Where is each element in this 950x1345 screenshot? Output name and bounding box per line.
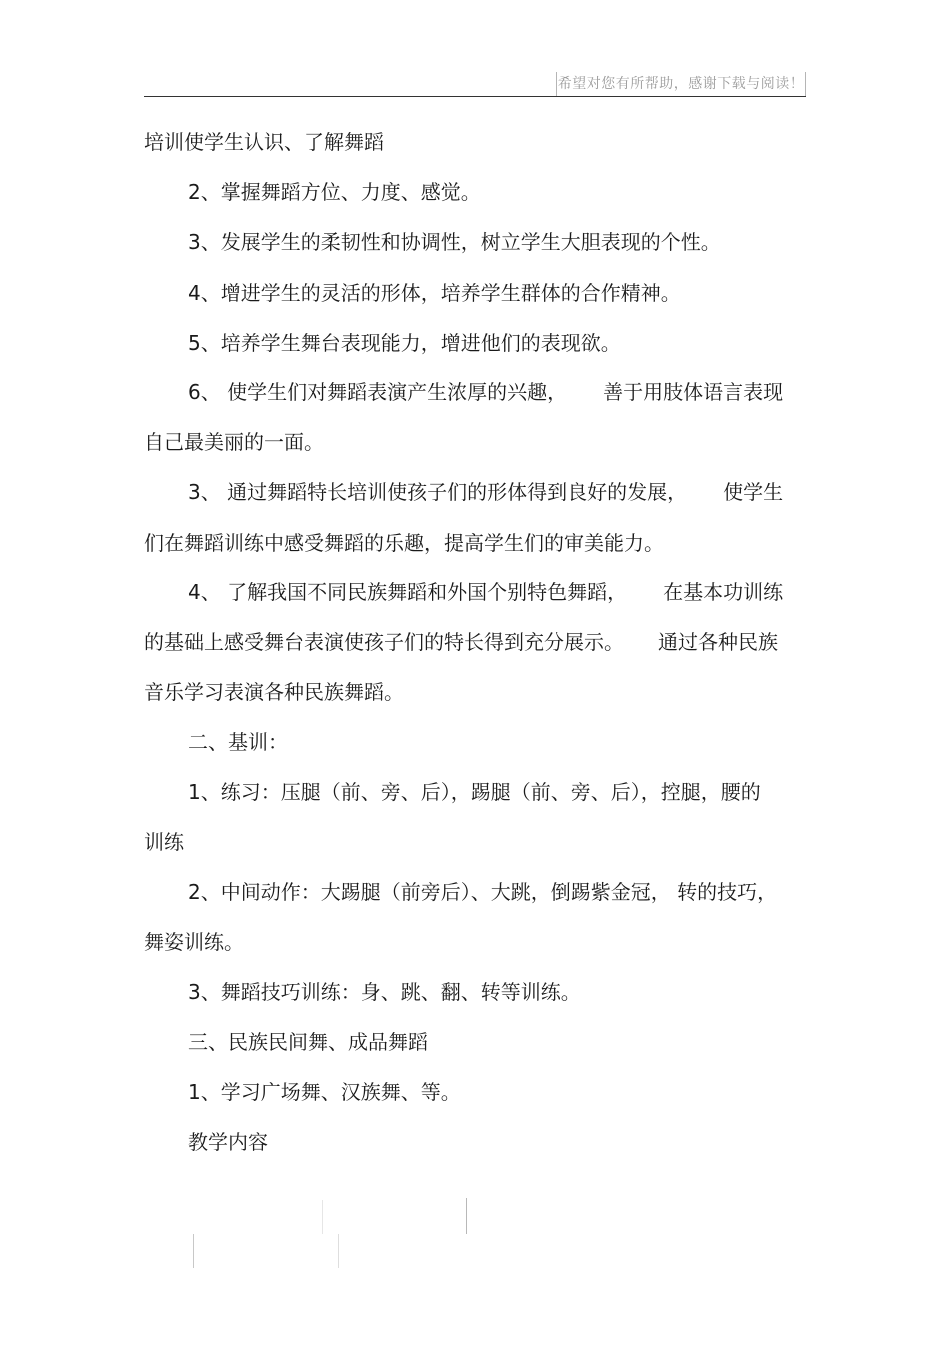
text-segment: 3、 通过舞蹈特长培训使孩子们的形体得到良好的发展， (188, 480, 688, 504)
section-heading: 二、基训： (188, 730, 288, 754)
text-line (188, 478, 783, 506)
text-line: 教学内容 (188, 1130, 268, 1154)
text-segment: 在基本功训练 (663, 580, 784, 604)
table-border-fragment (466, 1198, 467, 1234)
table-border-fragment (193, 1234, 194, 1268)
text-line: 培训使学生认识、了解舞蹈 (144, 130, 384, 154)
text-line: 3、舞蹈技巧训练：身、跳、翻、转等训练。 (188, 980, 581, 1004)
text-line (188, 378, 783, 406)
download-thanks-note: 希望对您有所帮助，感谢下载与阅读！ (556, 72, 806, 96)
text-line: 训练 (144, 830, 184, 854)
text-line: 舞姿训练。 (144, 930, 244, 954)
text-line: 3、发展学生的柔韧性和协调性，树立学生大胆表现的个性。 (188, 230, 721, 254)
text-line: 1、练习：压腿（前、旁、后），踢腿（前、旁、后），控腿，腰的 (188, 780, 761, 804)
text-segment: 的基础上感受舞台表演使孩子们的特长得到充分展示。 (144, 630, 624, 654)
text-line: 1、学习广场舞、汉族舞、等。 (188, 1080, 461, 1104)
text-line (144, 628, 778, 656)
text-segment: 使学生 (723, 480, 784, 504)
text-segment: 善于用肢体语言表现 (603, 380, 784, 404)
text-segment: 4、 了解我国不同民族舞蹈和外国个别特色舞蹈， (188, 580, 628, 604)
text-line: 2、中间动作：大踢腿（前旁后）、大跳，倒踢紫金冠， 转的技巧， (188, 880, 778, 904)
table-border-fragment (338, 1234, 339, 1268)
text-line: 自己最美丽的一面。 (144, 430, 324, 454)
text-line: 们在舞蹈训练中感受舞蹈的乐趣，提高学生们的审美能力。 (144, 531, 664, 555)
text-line: 音乐学习表演各种民族舞蹈。 (144, 680, 404, 704)
text-line (188, 578, 783, 606)
header-rule (144, 96, 806, 97)
section-heading: 三、民族民间舞、成品舞蹈 (188, 1030, 428, 1054)
text-line: 4、增进学生的灵活的形体，培养学生群体的合作精神。 (188, 281, 681, 305)
table-border-fragment (322, 1200, 323, 1234)
text-line: 2、掌握舞蹈方位、力度、感觉。 (188, 180, 481, 204)
text-segment: 6、 使学生们对舞蹈表演产生浓厚的兴趣， (188, 380, 568, 404)
text-segment: 通过各种民族 (658, 630, 778, 654)
text-line: 5、培养学生舞台表现能力，增进他们的表现欲。 (188, 331, 621, 355)
